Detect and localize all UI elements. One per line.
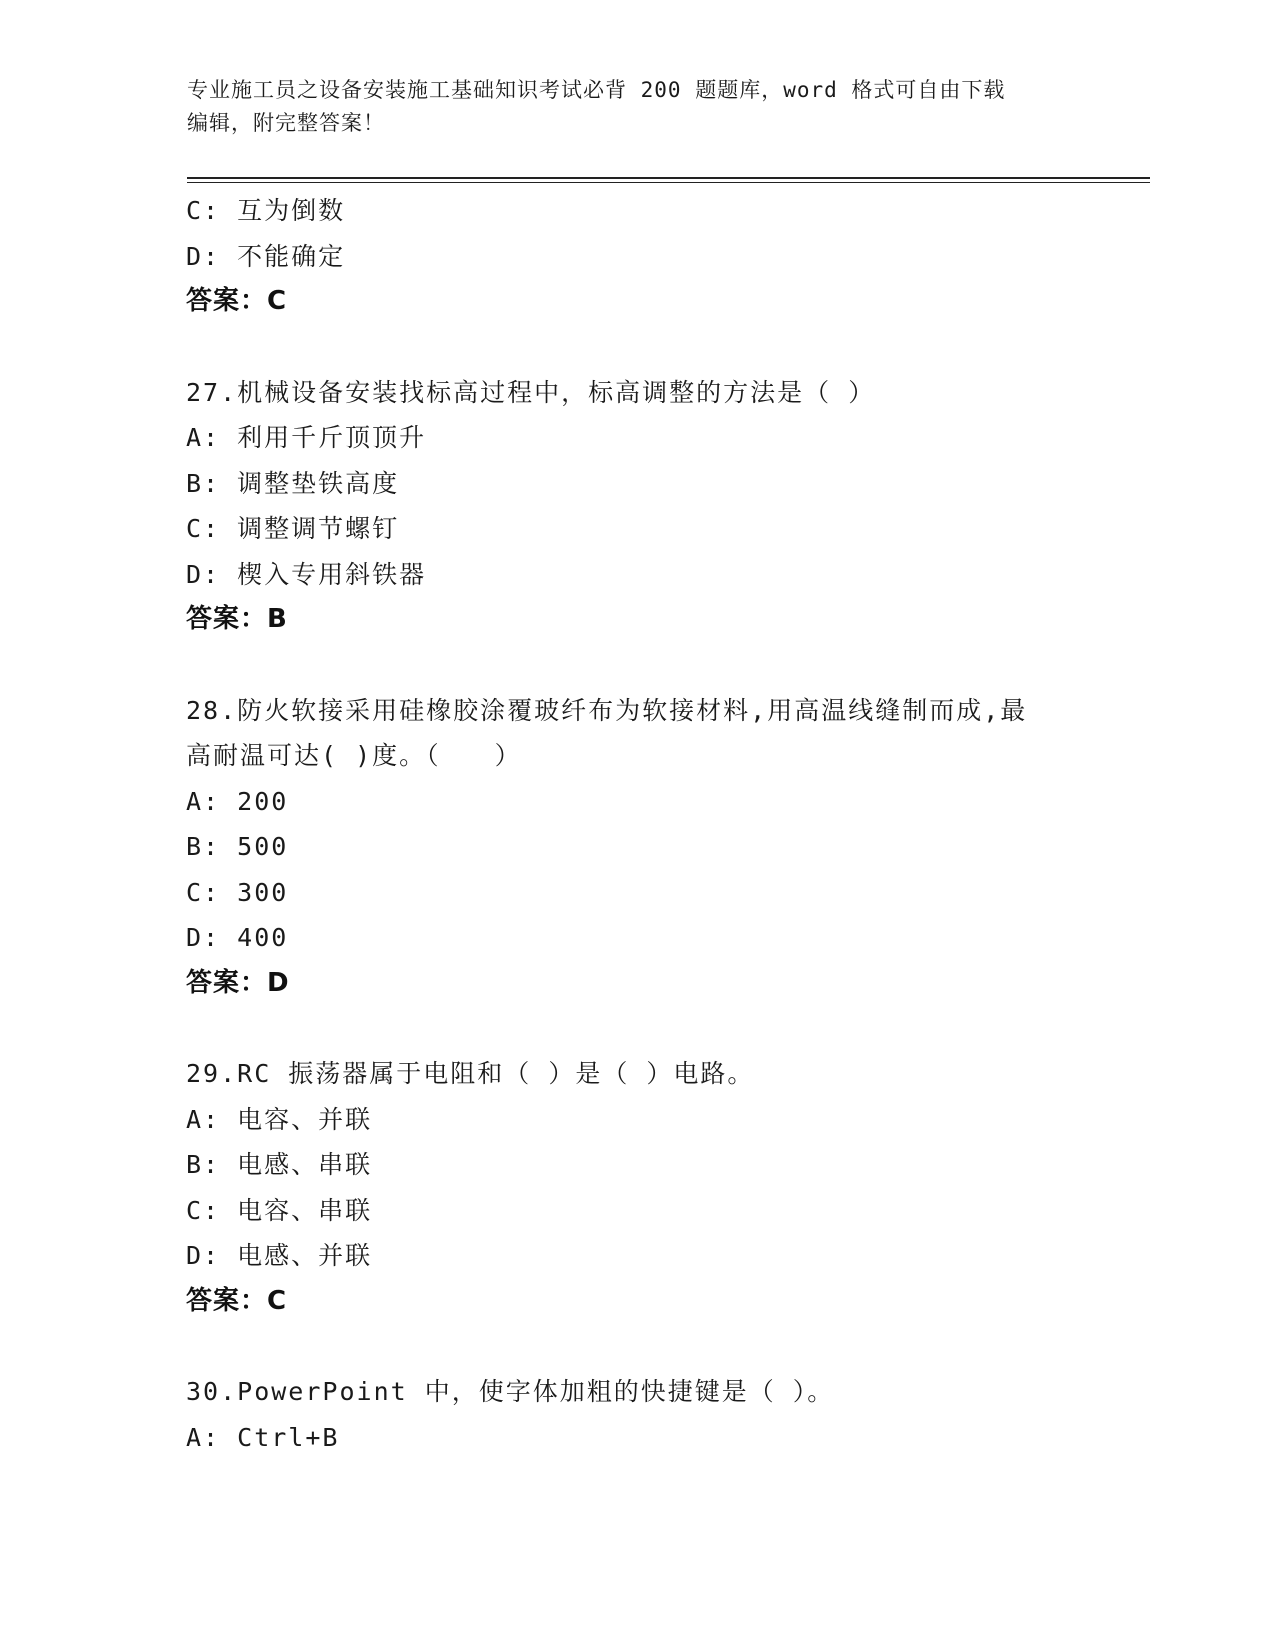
question-block-28	[186, 688, 1086, 1007]
header-divider-thin	[187, 182, 1150, 183]
option-c: C: 互为倒数	[186, 196, 346, 225]
question-text: 30.PowerPoint 中，使字体加粗的快捷键是（ ）。	[186, 1377, 835, 1406]
spacer	[186, 643, 1086, 688]
option-b: B: 调整垫铁高度	[186, 468, 400, 498]
answer-label: 答案：C	[186, 286, 288, 316]
question-text-line-1: 28.防火软接采用硅橡胶涂覆玻纤布为软接材料,用高温线缝制而成,最	[186, 695, 1028, 725]
header-title-line-2: 编辑，附完整答案！	[187, 111, 385, 135]
question-text: 29.RC 振荡器属于电阻和（ ）是（ ）电路。	[186, 1059, 755, 1088]
spacer	[186, 325, 1086, 370]
option-c: C: 电容、串联	[186, 1195, 373, 1225]
option-c: C: 300	[186, 877, 289, 907]
option-d: D: 楔入专用斜铁器	[186, 559, 427, 589]
option-a: A: Ctrl+B	[186, 1422, 340, 1452]
question-text-line-2: 高耐温可达( )度。（ ）	[186, 741, 522, 770]
question-block-27	[186, 370, 1086, 643]
document-header	[187, 74, 1087, 140]
answer-label: 答案：B	[186, 604, 288, 634]
header-title-line-1: 专业施工员之设备安装施工基础知识考试必背 200 题题库，word 格式可自由下载	[187, 78, 1006, 102]
question-text: 27.机械设备安装找标高过程中，标高调整的方法是（ ）	[186, 377, 876, 407]
answer-label: 答案：C	[186, 1285, 288, 1316]
option-b: B: 500	[186, 832, 289, 861]
question-block-29	[186, 1051, 1086, 1324]
question-block-30	[186, 1369, 1086, 1460]
spacer	[186, 1006, 1086, 1051]
question-block-26	[186, 188, 1086, 325]
option-d: D: 不能确定	[186, 241, 346, 271]
option-c: C: 调整调节螺钉	[186, 514, 400, 543]
option-a: A: 电容、并联	[186, 1104, 373, 1134]
question-list	[186, 188, 1086, 1460]
answer-label: 答案：D	[186, 967, 290, 998]
spacer	[186, 1324, 1086, 1369]
option-d: D: 400	[186, 923, 289, 952]
header-divider-thick	[187, 177, 1150, 179]
option-d: D: 电感、并联	[186, 1241, 373, 1270]
option-a: A: 利用千斤顶顶升	[186, 423, 427, 452]
option-a: A: 200	[186, 786, 289, 816]
option-b: B: 电感、串联	[186, 1150, 373, 1179]
